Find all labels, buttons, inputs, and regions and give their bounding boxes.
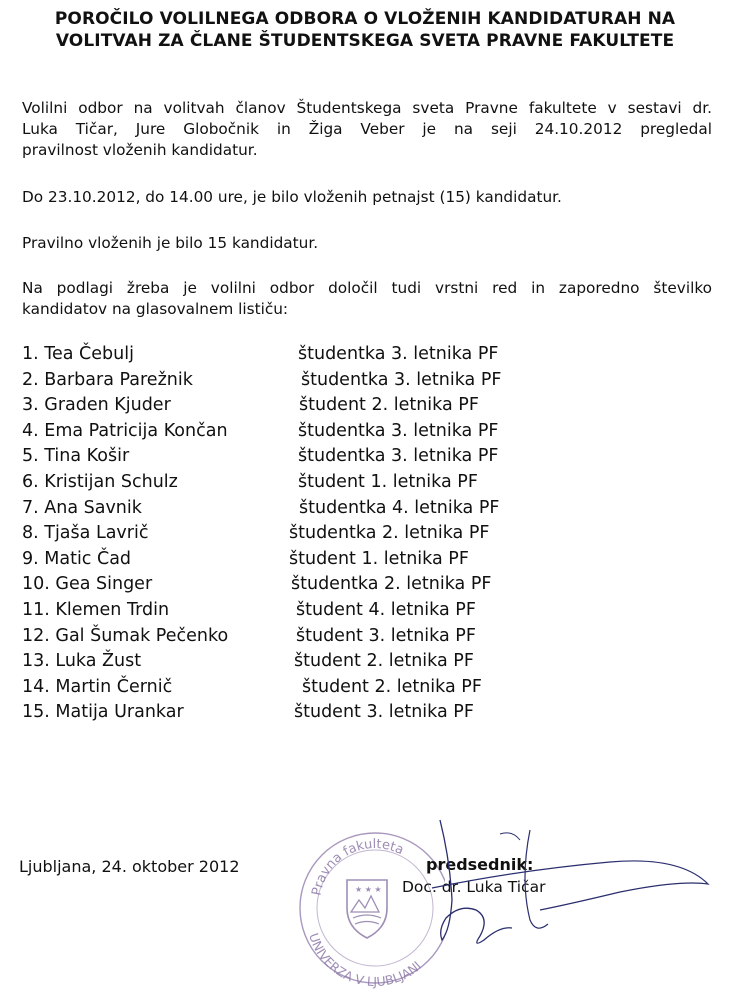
list-item [22,626,622,652]
candidate-name: 1. Tea Čebulj [22,344,134,364]
candidate-name: 14. Martin Černič [22,676,173,697]
candidate-status: študent 1. letnika PF [298,471,478,492]
candidate-name: 15. Matija Urankar [22,702,184,723]
list-item [22,421,622,447]
candidate-name: 8. Tjaša Lavrič [22,523,149,544]
candidate-status: študent 2. letnika PF [294,651,474,672]
candidate-status: študent 3. letnika PF [294,702,474,723]
lottery-paragraph-line-1: Na podlagi žreba je volilni odbor določil tudi vrstni red in zaporedno številko [22,279,712,297]
candidate-status: študent 1. letnika PF [289,548,469,569]
candidate-status: študentka 3. letnika PF [298,446,499,467]
place-date: Ljubljana, 24. oktober 2012 [19,857,240,876]
candidate-status: študent 4. letnika PF [296,599,476,620]
candidate-name: 7. Ana Savnik [22,497,142,518]
candidate-status: študent 2. letnika PF [302,676,482,697]
intro-paragraph-line-1: Volilni odbor na volitvah članov Študentskega sveta Pravne fakultete v sestavi dr. [22,99,712,117]
candidate-list [22,344,622,728]
candidate-name: 2. Barbara Parežnik [22,369,193,390]
candidate-status: študentka 3. letnika PF [301,369,502,390]
list-item [22,395,622,421]
candidate-status: študentka 2. letnika PF [289,523,490,544]
president-name: Doc. dr. Luka Tičar [402,878,546,896]
candidate-name: 11. Klemen Trdin [22,599,170,620]
candidate-name: 10. Gea Singer [22,574,153,595]
list-item [22,549,622,575]
list-item [22,574,622,600]
title-line-2: VOLITVAH ZA ČLANE ŠTUDENTSKEGA SVETA PRAVNE FAKULTETE [55,31,675,51]
candidate-name: 4. Ema Patricija Končan [22,420,228,441]
list-item [22,472,622,498]
candidate-name: 6. Kristijan Schulz [22,471,178,492]
candidate-status: študent 2. letnika PF [299,395,479,416]
candidate-name: 3. Graden Kjuder [22,395,171,416]
candidate-name: 9. Matic Čad [22,548,132,569]
intro-paragraph-line-2: Luka Tičar, Jure Globočnik in Žiga Veber je na seji 24.10.2012 pregledal [22,120,712,138]
list-item [22,446,622,472]
list-item [22,677,622,703]
candidate-name: 13. Luka Žust [22,651,142,672]
list-item [22,498,622,524]
list-item [22,344,622,370]
intro-paragraph-line-3: pravilnost vloženih kandidatur. [22,141,258,159]
svg-text:★ ★ ★: ★ ★ ★ [355,885,382,894]
stamp-text-bottom: UNIVERZA V LJUBLJANI [306,931,425,990]
candidate-status: študent 3. letnika PF [296,625,476,646]
signature-icon [380,800,710,960]
candidate-status: študentka 4. letnika PF [299,497,500,518]
list-item [22,702,622,728]
candidate-status: študentka 3. letnika PF [298,344,499,364]
list-item [22,370,622,396]
list-item [22,651,622,677]
president-label: predsednik: [426,855,534,874]
candidate-name: 5. Tina Košir [22,446,130,467]
list-item [22,600,622,626]
submission-paragraph: Do 23.10.2012, do 14.00 ure, je bilo vloženih petnajst (15) kandidatur. [22,188,562,206]
valid-count-paragraph: Pravilno vloženih je bilo 15 kandidatur. [22,234,319,252]
lottery-paragraph-line-2: kandidatov na glasovalnem lističu: [22,300,289,318]
list-item [22,523,622,549]
stamp-text-top: Pravna fakulteta [309,836,406,897]
title-line-1: POROČILO VOLILNEGA ODBORA O VLOŽENIH KANDIDATURAH NA [54,9,676,29]
candidate-status: študentka 3. letnika PF [298,420,499,441]
candidate-status: študentka 2. letnika PF [291,574,492,595]
candidate-name: 12. Gal Šumak Pečenko [22,625,229,646]
